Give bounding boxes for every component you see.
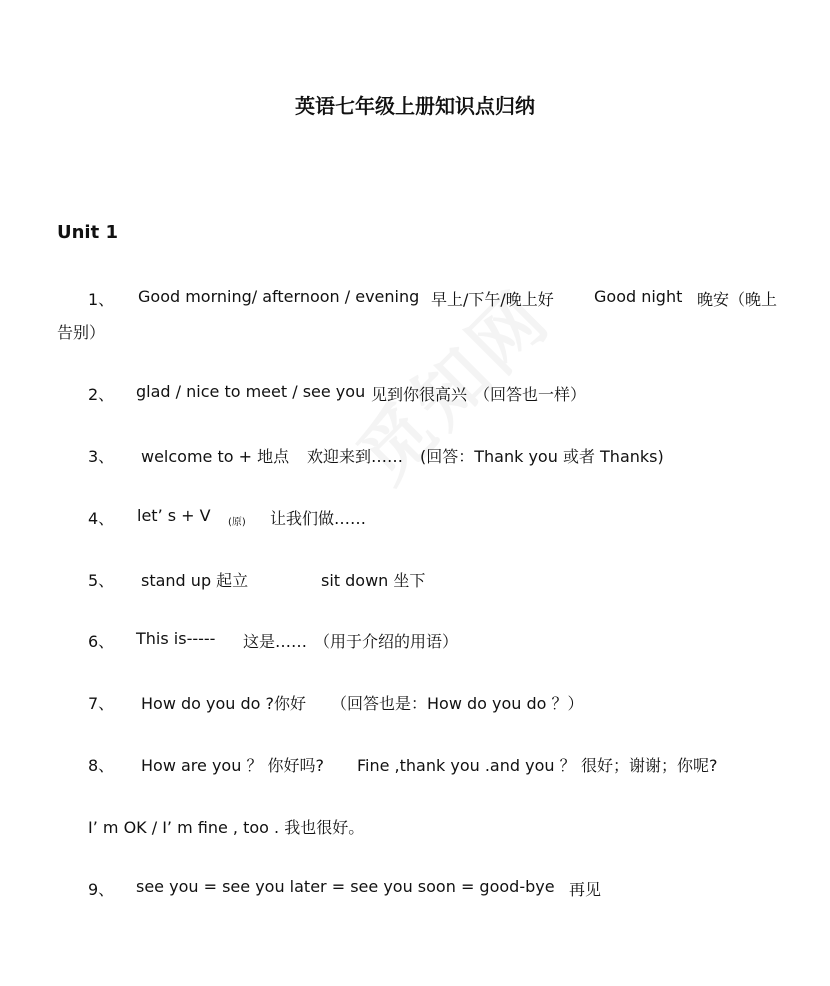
item-number: 3、 — [88, 447, 115, 466]
item-english: How do you do ?你好 — [141, 694, 307, 713]
item-chinese: 让我们做…… — [270, 509, 367, 528]
item-chinese: 这是…… — [243, 632, 308, 651]
item-chinese: 再见 — [569, 880, 602, 899]
item-continuation: 告别） — [57, 323, 106, 342]
item-chinese: 见到你很高兴 — [371, 385, 468, 404]
item-english: This is----- — [136, 629, 216, 648]
item-note: （用于介绍的用语） — [314, 632, 459, 651]
item-chinese-2: 晚安（晚上 — [697, 290, 778, 309]
item-english-2: Fine ,thank you .and you ？ — [357, 756, 576, 775]
item-number: 7、 — [88, 694, 115, 713]
item-subscript: (原) — [228, 517, 246, 528]
item-number: 2、 — [88, 385, 115, 404]
item-number: 1、 — [88, 290, 115, 309]
item-chinese: 欢迎来到…… — [307, 447, 404, 466]
item-note: （回答也是：How do you do ？） — [331, 694, 584, 713]
item-number: 5、 — [88, 571, 115, 590]
item-english: see you = see you later = see you soon = good-bye — [136, 877, 555, 896]
item-chinese: 早上/下午/晚上好 — [431, 290, 554, 309]
item-note: （回答也一样） — [474, 385, 587, 404]
item-number: 9、 — [88, 880, 115, 899]
item-number: 4、 — [88, 509, 115, 528]
item-note: (回答：Thank you 或者 Thanks) — [420, 447, 664, 466]
item-english-2: Good night — [594, 287, 683, 306]
item-english: welcome to + 地点 — [141, 447, 290, 466]
item-english: glad / nice to meet / see you — [136, 382, 366, 401]
item-english: I’ m OK / I’ m fine , too . 我也很好。 — [88, 818, 365, 837]
item-english: How are you ？ 你好吗? — [141, 756, 325, 775]
unit-heading: Unit 1 — [57, 222, 118, 243]
item-english: Good morning/ afternoon / evening — [138, 287, 420, 306]
item-number: 8、 — [88, 756, 115, 775]
item-english: let’ s + V — [137, 506, 211, 525]
item-chinese: 很好；谢谢；你呢? — [581, 756, 718, 775]
item-english-2: sit down 坐下 — [321, 571, 426, 590]
item-english: stand up 起立 — [141, 571, 249, 590]
item-number: 6、 — [88, 632, 115, 651]
document-title: 英语七年级上册知识点归纳 — [295, 94, 535, 118]
